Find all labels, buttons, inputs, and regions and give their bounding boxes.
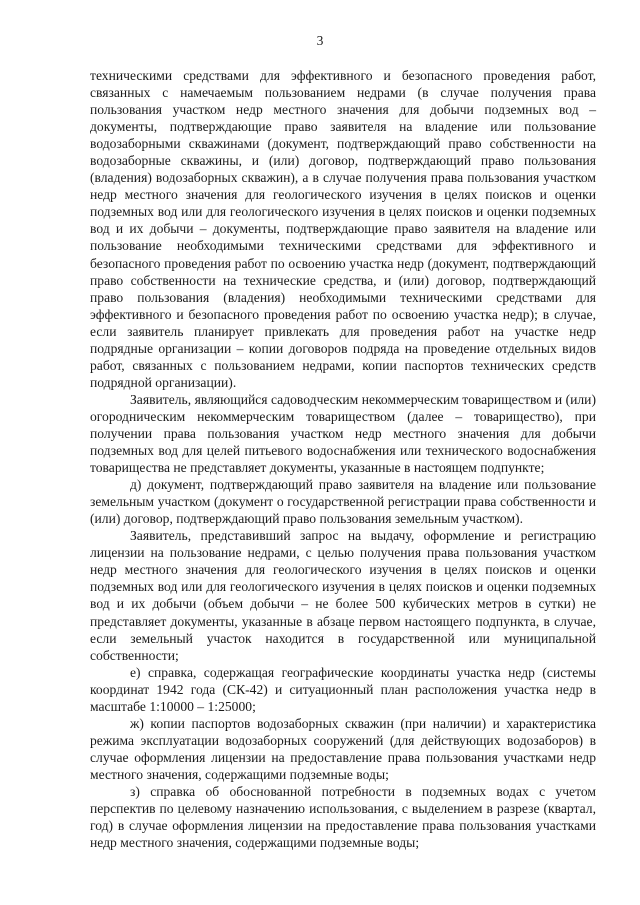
paragraph-item-z-water-demand: з) справка об обоснованной потребности в подземных водах с учетом перспектив по целевому назначению использования, с выделением в разрезе (квартал, год) в случае оформления лицензии на предоставление права пользования участками недр местного значения, содержащими подземные воды;: [90, 783, 596, 851]
paragraph-item-d-land-plot: д) документ, подтверждающий право заявителя на владение или пользование земельным участком (документ о государственной регистрации права собственности и (или) договор, подтверждающий право пользования земельным участком).: [90, 477, 596, 527]
paragraph-state-land-exemption: Заявитель, представивший запрос на выдачу, оформление и регистрацию лицензии на пользование недрами, с целью получения права пользования участком недр местного значения для геологического изучения в целях поисков и оценки подземных вод или для геологического изучения в целях поисков и оценки подземных вод и их добычи (объем добычи – не более 500 кубических метров в сутки) не представляет документы, указанные в абзаце первом настоящего подпункта, в случае, если земельный участок находится в государственной или муниципальной собственности;: [90, 528, 596, 663]
document-body: [90, 67, 596, 851]
page-number: 3: [316, 33, 324, 48]
paragraph-item-e-coordinates: е) справка, содержащая географические координаты участка недр (системы координат 1942 года (СК-42) и ситуационный план расположения участка недр в масштабе 1:10000 – 1:25000;: [90, 664, 596, 714]
paragraph-technical-means: техническими средствами для эффективного и безопасного проведения работ, связанных с намечаемым пользованием недрами (в случае получения права пользования участком недр местного значения для добычи подземных вод – документы, подтверждающие право заявителя на владение или пользование водозаборными скважинами (документ, подтверждающий право собственности на водозаборные скважины, и (или) договор, подтверждающий право пользования (владения) водозаборных скважин), а в случае получения права пользования участком недр местного значения для геологического изучения в целях поисков и оценки подземных вод или для геологического изучения в целях поисков и оценки подземных вод и их добычи – документы, подтверждающие право заявителя на владение или пользование необходимыми техническими средствами для эффективного и безопасного проведения работ по освоению участка недр (документ, подтверждающий право собственности на технические средства, и (или) договор, подтверждающий право пользования (владения) необходимыми техническими средствами для эффективного и безопасного проведения работ по освоению участка недр); в случае, если заявитель планирует привлекать для проведения работ на участке недр подрядные организации – копии договоров подряда на проведение отдельных видов работ, связанных с пользованием недрами, копии паспортов технических средств подрядной организации).: [90, 68, 596, 390]
paragraph-partnership-exemption: Заявитель, являющийся садоводческим некоммерческим товариществом и (или) огородническим некоммерческим товариществом (далее – товарищество), при получении права пользования участком недр местного значения для добычи подземных вод для целей питьевого водоснабжения или технического водоснабжения товарищества не представляет документы, указанные в настоящем подпункте;: [90, 391, 596, 476]
paragraph-item-zh-well-passports: ж) копии паспортов водозаборных скважин (при наличии) и характеристика режима эксплуатации водозаборных сооружений (для действующих водозаборов) в случае оформления лицензии на предоставление права пользования участками недр местного значения, содержащими подземные воды;: [90, 715, 596, 782]
